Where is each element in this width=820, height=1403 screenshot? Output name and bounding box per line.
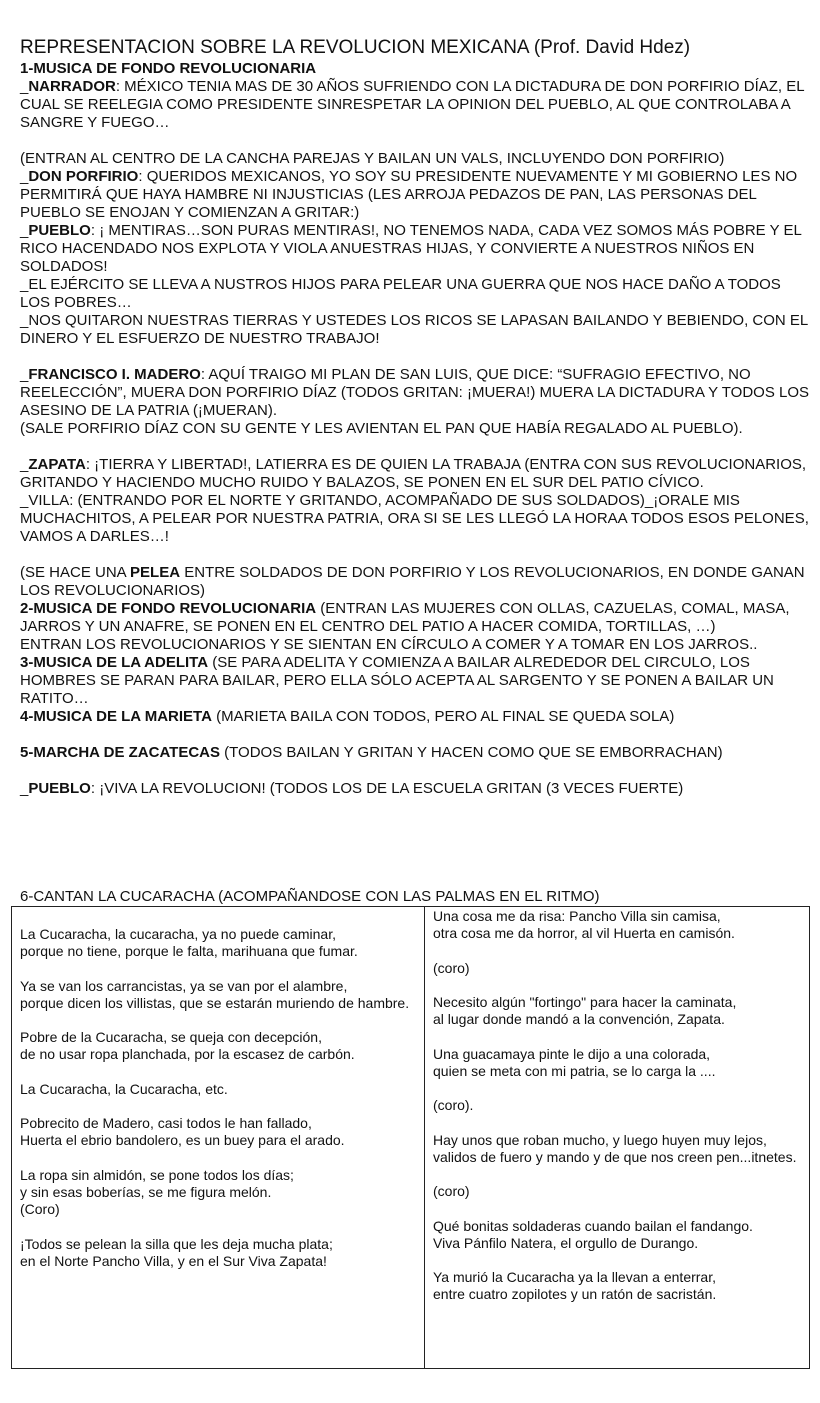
scene-line-1: 1-MUSICA DE FONDO REVOLUCIONARIA	[20, 60, 317, 77]
lyrics-stanza: La ropa sin almidón, se pone todos los días; y sin esas boberías, se me figura melón. (Coro)	[20, 1166, 294, 1218]
scene-line-11: _VILLA: (ENTRANDO POR EL NORTE Y GRITANDO, ACOMPAÑADO DE SUS SOLDADOS)_¡ORALE MIS MUCHACHITOS, A PELEAR POR NUESTRA PATRIA, ORA SI SE LES LLEGÓ LA HORAA TODOS ESOS PELONES, VAMOS A DARLES…!	[20, 492, 809, 545]
lyrics-stanza: Pobrecito de Madero, casi todos le han fallado, Huerta el ebrio bandolero, es un buey para el arado.	[20, 1115, 345, 1149]
lyrics-stanza: Ya murió la Cucaracha ya la llevan a enterrar, entre cuatro zopilotes y un ratón de sacristán.	[433, 1269, 717, 1303]
scene-line-16: 4-MUSICA DE LA MARIETA (MARIETA BAILA CON TODOS, PERO AL FINAL SE QUEDA SOLA)	[20, 708, 675, 725]
lyrics-right-column	[425, 907, 810, 1369]
lyrics-stanza: Qué bonitas soldaderas cuando bailan el fandango. Viva Pánfilo Natera, el orgullo de Durango.	[433, 1217, 753, 1251]
lyrics-stanza: La Cucaracha, la cucaracha, ya no puede caminar, porque no tiene, porque le falta, marihuana que fumar.	[20, 926, 358, 960]
scene-line-17: 5-MARCHA DE ZACATECAS (TODOS BAILAN Y GRITAN Y HACEN COMO QUE SE EMBORRACHAN)	[20, 744, 723, 761]
lyrics-stanza: (coro).	[433, 1097, 474, 1114]
scene-line-5: _PUEBLO: ¡ MENTIRAS…SON PURAS MENTIRAS!, NO TENEMOS NADA, CADA VEZ SOMOS MÁS POBRE Y EL RICO HACENDADO NOS EXPLOTA Y VIOLA ANUESTRAS HIJAS, Y CONVIERTE A NUESTROS NIÑOS EN SOLDADOS!	[20, 222, 802, 275]
scene-line-8: _FRANCISCO I. MADERO: AQUÍ TRAIGO MI PLAN DE SAN LUIS, QUE DICE: “SUFRAGIO EFECTIVO, NO REELECCIÓN”, MUERA DON PORFIRIO DÍAZ (TODOS GRITAN: ¡MUERA!) MUERA LA DICTADURA Y TODOS LOS ASESINO DE LA PATRIA (¡MUERAN).	[20, 366, 810, 419]
lyrics-stanza: La Cucaracha, la Cucaracha, etc.	[20, 1080, 228, 1097]
lyrics-stanza: Necesito algún "fortingo" para hacer la caminata, al lugar donde mandó a la convención, Zapata.	[433, 993, 737, 1028]
scene-line-7: _NOS QUITARON NUESTRAS TIERRAS Y USTEDES LOS RICOS SE LAPASAN BAILANDO Y BEBIENDO, CON EL DINERO Y EL ESFUERZO DE NUESTRO TRABAJO!	[20, 312, 808, 347]
lyrics-stanza: ¡Todos se pelean la silla que les deja mucha plata; en el Norte Pancho Villa, y en el Sur Viva Zapata!	[20, 1235, 333, 1269]
scene-line-2: _NARRADOR: MÉXICO TENIA MAS DE 30 AÑOS SUFRIENDO CON LA DICTADURA DE DON PORFIRIO DÍAZ, EL CUAL SE REELEGIA COMO PRESIDENTE SINRESPETAR LA OPINION DEL PUEBLO, AL QUE CONTROLABA A SANGRE Y FUEGO…	[20, 78, 805, 131]
lyrics-table	[11, 906, 810, 1369]
lyrics-stanza: Una cosa me da risa: Pancho Villa sin camisa, otra cosa me da horror, al vil Huerta en camisón.	[433, 908, 735, 942]
lyrics-stanza: (coro)	[433, 1183, 470, 1200]
scene-line-3: (ENTRAN AL CENTRO DE LA CANCHA PAREJAS Y BAILAN UN VALS, INCLUYENDO DON PORFIRIO)	[20, 150, 725, 167]
scene-line-18: _PUEBLO: ¡VIVA LA REVOLUCION! (TODOS LOS DE LA ESCUELA GRITAN (3 VECES FUERTE)	[20, 780, 684, 797]
song-title: 6-CANTAN LA CUCARACHA (ACOMPAÑANDOSE CON LAS PALMAS EN EL RITMO)	[20, 888, 600, 905]
scene-line-10: _ZAPATA: ¡TIERRA Y LIBERTAD!, LATIERRA ES DE QUIEN LA TRABAJA (ENTRA CON SUS REVOLUCIONARIOS, GRITANDO Y HACIENDO MUCHO RUIDO Y BALAZOS, SE PONEN EN EL SUR DEL PATIO CÍVICO.	[20, 456, 807, 491]
scene-line-12: (SE HACE UNA PELEA ENTRE SOLDADOS DE DON PORFIRIO Y LOS REVOLUCIONARIOS, EN DONDE GANAN LOS REVOLUCIONARIOS)	[20, 564, 805, 599]
scene-line-6: _EL EJÉRCITO SE LLEVA A NUSTROS HIJOS PARA PELEAR UNA GUERRA QUE NOS HACE DAÑO A TODOS LOS POBRES…	[20, 276, 781, 311]
scene-line-15: 3-MUSICA DE LA ADELITA (SE PARA ADELITA Y COMIENZA A BAILAR ALREDEDOR DEL CIRCULO, LOS HOMBRES SE PARAN PARA BAILAR, PERO ELLA SÓLO ACEPTA AL SARGENTO Y SE PONEN A BAILAR UN RATITO…	[20, 654, 774, 707]
scene-line-9: (SALE PORFIRIO DÍAZ CON SU GENTE Y LES AVIENTAN EL PAN QUE HABÍA REGALADO AL PUEBLO).	[20, 420, 743, 437]
lyrics-stanza: Ya se van los carrancistas, ya se van por el alambre, porque dicen los villistas, que se estarán muriendo de hambre.	[20, 977, 410, 1011]
lyrics-stanza: (coro)	[433, 959, 470, 976]
script-body	[20, 60, 812, 798]
document-title: REPRESENTACION SOBRE LA REVOLUCION MEXICANA (Prof. David Hdez)	[20, 37, 691, 58]
scene-line-4: _DON PORFIRIO: QUERIDOS MEXICANOS, YO SOY SU PRESIDENTE NUEVAMENTE Y MI GOBIERNO LES NO PERMITIRÁ QUE HAYA HAMBRE NI INJUSTICIAS (LES ARROJA PEDAZOS DE PAN, LAS PERSONAS DEL PUEBLO SE ENOJAN Y COMIENZAN A GRITAR:)	[20, 168, 798, 221]
lyrics-stanza: Hay unos que roban mucho, y luego huyen muy lejos, validos de fuero y mando y de que nos creen pen...itnetes.	[433, 1131, 797, 1165]
lyrics-stanza: Pobre de la Cucaracha, se queja con decepción, de no usar ropa planchada, por la escasez de carbón.	[20, 1029, 355, 1063]
scene-line-13: 2-MUSICA DE FONDO REVOLUCIONARIA (ENTRAN LAS MUJERES CON OLLAS, CAZUELAS, COMAL, MASA, JARROS Y UN ANAFRE, SE PONEN EN EL CENTRO DEL PATIO A HACER COMIDA, TORTILLAS, …)	[20, 600, 790, 635]
lyrics-stanza: Una guacamaya pinte le dijo a una colorada, quien se meta con mi patria, se lo carga la ....	[433, 1045, 716, 1079]
scene-line-14: ENTRAN LOS REVOLUCIONARIOS Y SE SIENTAN EN CÍRCULO A COMER Y A TOMAR EN LOS JARROS..	[20, 636, 758, 653]
lyrics-left-column	[12, 907, 425, 1369]
